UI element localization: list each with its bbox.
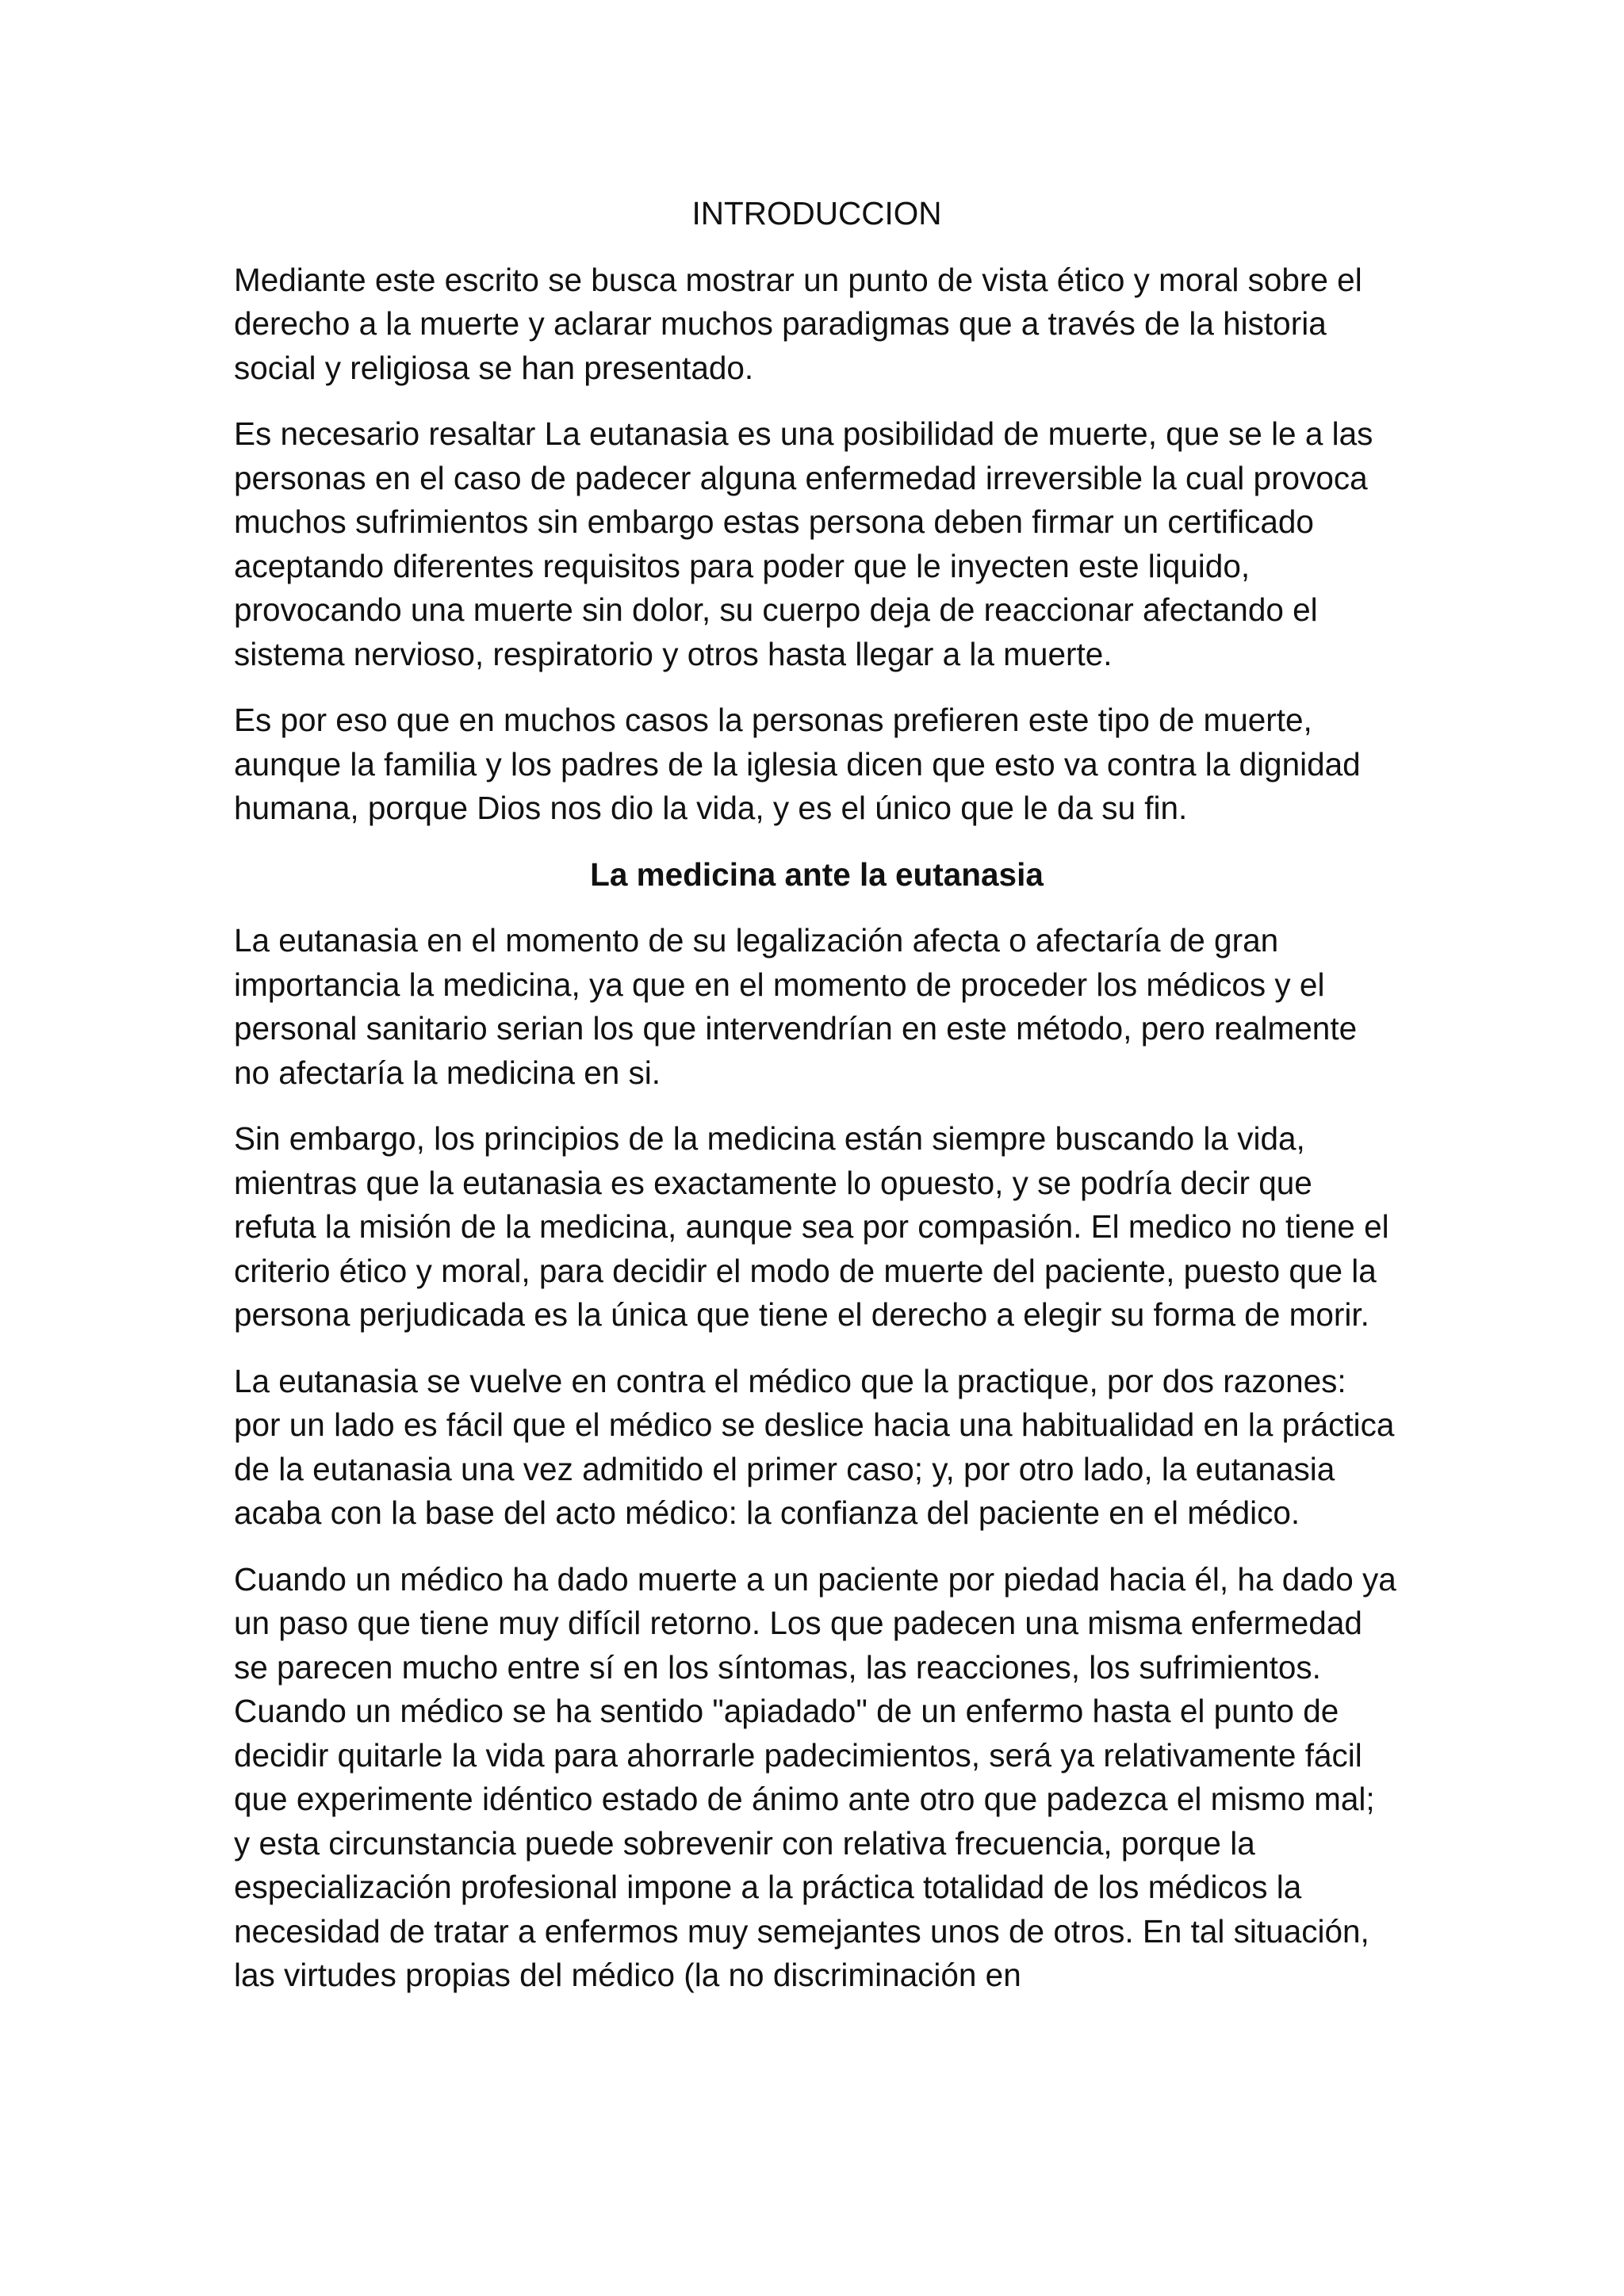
section-paragraph-1: La eutanasia en el momento de su legalización afecta o afectaría de gran importancia la medicina, ya que en el momento de proceder los médicos y el personal sanitario serian los que intervendrían en este método, pero realmente no afectaría la medicina en si. [234, 922, 1358, 1091]
section-paragraph-3: La eutanasia se vuelve en contra el médico que la practique, por dos razones: por un lado es fácil que el médico se deslice hacia una habitualidad en la práctica de la eutanasia una vez admitido el primer caso; y, por otro lado, la eutanasia acaba con la base del acto médico: la confianza del paciente en el médico. [234, 1362, 1395, 1531]
intro-paragraph-3: Es por eso que en muchos casos la personas prefieren este tipo de muerte, aunque la familia y los padres de la iglesia dicen que esto va contra la dignidad humana, porque Dios nos dio la vida, y es el único que le da su fin. [234, 702, 1361, 826]
section-heading: La medicina ante la eutanasia [590, 855, 1044, 893]
section-paragraph-2: Sin embargo, los principios de la medicina están siempre buscando la vida, mientras que la eutanasia es exactamente lo opuesto, y se podría decir que refuta la misión de la medicina, aunque sea por compasión. El medico no tiene el criterio ético y moral, para decidir el modo de muerte del paciente, puesto que la persona perjudicada es la única que tiene el derecho a elegir su forma de morir. [234, 1120, 1389, 1333]
section-paragraph-4: Cuando un médico ha dado muerte a un paciente por piedad hacia él, ha dado ya un paso que tiene muy difícil retorno. Los que padecen una misma enfermedad se parecen mucho entre sí en los síntomas, las reacciones, los sufrimientos. Cuando un médico se ha sentido "apiadado" de un enfermo hasta el punto de decidir quitarle la vida para ahorrarle padecimientos, será ya relativamente fácil que experimente idéntico estado de ánimo ante otro que padezca el mismo mal; y esta circunstancia puede sobrevenir con relativa frecuencia, porque la especialización profesional impone a la práctica totalidad de los médicos la necesidad de tratar a enfermos muy semejantes unos de otros. En tal situación, las virtudes propias del médico (la no discriminación en [234, 1560, 1396, 1993]
intro-paragraph-1: Mediante este escrito se busca mostrar un punto de vista ético y moral sobre el derecho a la muerte y aclarar muchos paradigmas que a través de la historia social y religiosa se han presentado. [234, 261, 1362, 386]
document-page [234, 192, 1400, 2020]
page-title: INTRODUCCION [691, 195, 942, 232]
intro-paragraph-2: Es necesario resaltar La eutanasia es una posibilidad de muerte, que se le a las personas en el caso de padecer alguna enfermedad irreversible la cual provoca muchos sufrimientos sin embargo estas persona deben firmar un certificado aceptando diferentes requisitos para poder que le inyecten este liquido, provocando una muerte sin dolor, su cuerpo deja de reaccionar afectando el sistema nervioso, respiratorio y otros hasta llegar a la muerte. [234, 415, 1373, 672]
